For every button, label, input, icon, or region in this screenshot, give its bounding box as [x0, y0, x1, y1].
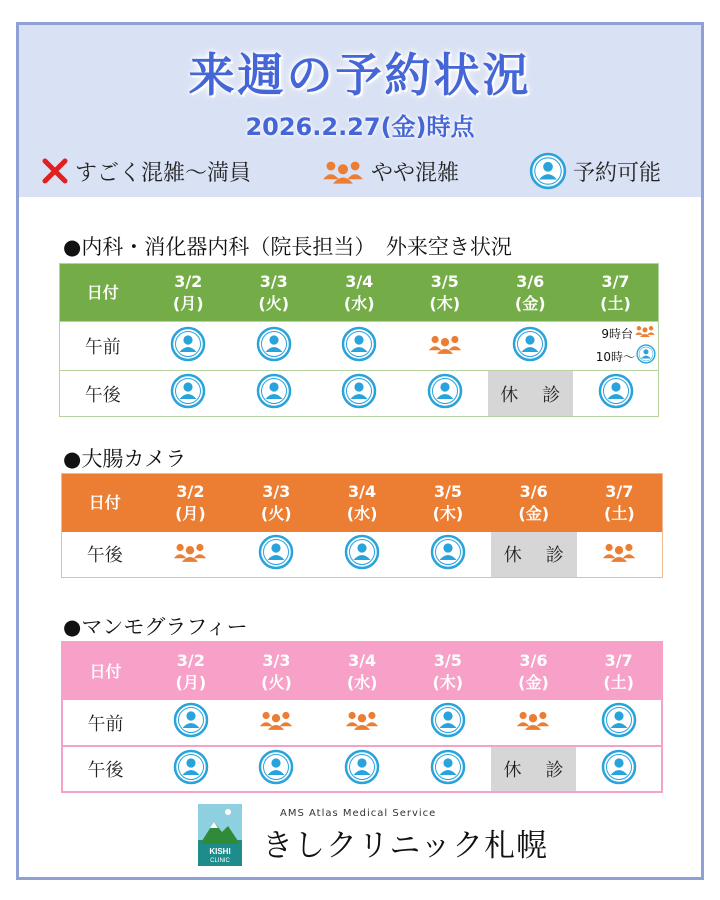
people-group-icon	[258, 715, 294, 736]
day-date: 3/2	[176, 650, 205, 670]
schedule-table-colonoscopy	[61, 473, 663, 578]
people-group-icon	[601, 547, 637, 568]
people-group-icon	[634, 324, 656, 344]
day-weekday: (木)	[429, 293, 461, 313]
section-title-colonoscopy: ●大腸カメラ	[63, 447, 187, 471]
day-weekday: (金)	[514, 293, 546, 313]
person-circle-icon	[256, 346, 292, 367]
people-group-icon	[427, 339, 463, 360]
logo-text-2: CLINIC	[210, 858, 230, 864]
closed-text-2: 診	[545, 760, 564, 781]
status-available-cell	[402, 371, 488, 417]
row-label: 午後	[60, 371, 146, 417]
person-circle-icon	[430, 722, 466, 743]
status-split-cell	[573, 322, 659, 371]
schedule-table-mammography	[61, 641, 663, 793]
header-day	[488, 264, 574, 322]
status-busy-cell	[402, 322, 488, 371]
legend-busy-label: やや混雑	[371, 160, 460, 186]
header-day	[491, 474, 577, 532]
day-weekday: (月)	[175, 672, 207, 692]
notice-frame	[16, 22, 704, 880]
status-available-cell	[405, 700, 491, 746]
status-busy-cell	[234, 700, 320, 746]
header-day	[577, 474, 663, 532]
table-row	[60, 371, 659, 417]
status-available-cell	[146, 322, 232, 371]
person-circle-icon	[601, 769, 637, 790]
status-closed-cell	[491, 532, 577, 578]
header-day	[405, 642, 491, 700]
split-line-2-text: 10時～	[595, 350, 635, 364]
person-circle-icon	[529, 152, 567, 190]
header-day	[234, 642, 320, 700]
day-date: 3/2	[174, 271, 203, 291]
people-group-icon	[344, 715, 380, 736]
table-row	[62, 532, 663, 578]
cross-mark-icon	[41, 157, 69, 185]
person-circle-icon	[601, 722, 637, 743]
status-available-cell	[231, 322, 317, 371]
legend-available	[529, 153, 661, 189]
day-date: 3/3	[259, 271, 288, 291]
table-row	[62, 746, 662, 792]
person-circle-icon	[430, 554, 466, 575]
person-circle-icon	[170, 393, 206, 414]
day-date: 3/3	[262, 650, 291, 670]
person-circle-icon	[173, 769, 209, 790]
status-available-cell	[319, 532, 405, 578]
header-day	[231, 264, 317, 322]
day-date: 3/2	[176, 481, 205, 501]
header-day	[402, 264, 488, 322]
row-label: 午前	[60, 322, 146, 371]
day-date: 3/5	[430, 271, 459, 291]
status-available-cell	[234, 746, 320, 792]
person-circle-icon	[341, 393, 377, 414]
day-date: 3/7	[605, 481, 634, 501]
person-circle-icon	[256, 393, 292, 414]
header-date-label: 日付	[62, 474, 148, 532]
section-title-internal: ●内科・消化器内科（院長担当） 外来空き状況	[63, 235, 512, 259]
day-date: 3/6	[519, 650, 548, 670]
header-day	[146, 264, 232, 322]
person-circle-icon	[598, 393, 634, 414]
status-available-cell	[573, 371, 659, 417]
person-circle-icon	[341, 346, 377, 367]
service-name: AMS Atlas Medical Service	[280, 808, 437, 819]
closed-text-2: 診	[542, 384, 561, 406]
person-circle-icon	[636, 344, 656, 370]
people-group-icon	[172, 547, 208, 568]
status-closed-cell	[488, 371, 574, 417]
header-day	[319, 642, 405, 700]
legend-full	[41, 153, 251, 189]
person-circle-icon	[170, 346, 206, 367]
status-available-cell	[233, 532, 319, 578]
closed-text-1: 休	[503, 545, 522, 567]
clinic-name: きしクリニック札幌	[262, 828, 549, 864]
legend-busy	[321, 153, 459, 189]
status-available-cell	[148, 746, 234, 792]
header-band	[19, 25, 701, 197]
closed-text-2: 診	[545, 545, 564, 567]
person-circle-icon	[427, 393, 463, 414]
row-label: 午後	[62, 746, 148, 792]
date-stamp: 2026.2.27(金)時点	[245, 113, 475, 141]
day-date: 3/7	[604, 650, 633, 670]
header-date-label: 日付	[60, 264, 146, 322]
person-circle-icon	[344, 769, 380, 790]
status-available-cell	[317, 322, 403, 371]
status-available-cell	[231, 371, 317, 417]
status-available-cell	[576, 746, 662, 792]
day-weekday: (水)	[346, 503, 378, 523]
header-day	[573, 264, 659, 322]
closed-text-1: 休	[500, 384, 519, 406]
day-date: 3/4	[348, 481, 377, 501]
page-title: 来週の予約状況	[188, 48, 532, 102]
status-available-cell	[405, 746, 491, 792]
split-line-1	[601, 324, 656, 344]
status-busy-cell	[148, 532, 234, 578]
status-available-cell	[488, 322, 574, 371]
status-available-cell	[148, 700, 234, 746]
table-row	[60, 322, 659, 371]
day-date: 3/6	[519, 481, 548, 501]
legend-full-label: すごく混雑～満員	[75, 160, 252, 186]
person-circle-icon	[173, 722, 209, 743]
day-weekday: (土)	[600, 293, 631, 313]
section-title-mammography: ●マンモグラフィー	[63, 615, 248, 639]
people-group-icon	[321, 158, 365, 185]
header-day	[317, 264, 403, 322]
status-available-cell	[317, 371, 403, 417]
logo-text-1: KISHI	[209, 847, 231, 856]
status-busy-cell	[491, 700, 577, 746]
day-weekday: (土)	[604, 503, 635, 523]
status-closed-cell	[491, 746, 577, 792]
day-weekday: (金)	[518, 503, 550, 523]
row-label: 午前	[62, 700, 148, 746]
day-weekday: (土)	[603, 672, 634, 692]
person-circle-icon	[430, 769, 466, 790]
day-date: 3/5	[433, 481, 462, 501]
day-date: 3/4	[345, 271, 374, 291]
header-day	[576, 642, 662, 700]
day-weekday: (月)	[175, 503, 206, 523]
day-weekday: (火)	[258, 293, 290, 313]
table-row	[62, 700, 662, 746]
day-date: 3/7	[601, 271, 630, 291]
people-group-icon	[515, 715, 551, 736]
split-line-1-text: 9時台	[601, 327, 633, 341]
day-date: 3/4	[348, 650, 377, 670]
status-busy-cell	[577, 532, 663, 578]
day-weekday: (木)	[432, 503, 464, 523]
person-circle-icon	[512, 346, 548, 367]
status-busy-cell	[319, 700, 405, 746]
day-weekday: (水)	[346, 672, 378, 692]
split-status	[596, 324, 656, 370]
status-available-cell	[146, 371, 232, 417]
day-weekday: (水)	[343, 293, 375, 313]
header-day	[148, 642, 234, 700]
person-circle-icon	[258, 769, 294, 790]
legend-available-label: 予約可能	[573, 160, 662, 186]
header-day	[233, 474, 319, 532]
day-date: 3/3	[262, 481, 291, 501]
day-weekday: (火)	[260, 503, 292, 523]
split-line-2	[596, 344, 656, 370]
header-day	[405, 474, 491, 532]
closed-text-1: 休	[503, 760, 522, 781]
person-circle-icon	[344, 554, 380, 575]
header-day	[148, 474, 234, 532]
person-circle-icon	[258, 554, 294, 575]
header-day	[319, 474, 405, 532]
status-available-cell	[576, 700, 662, 746]
status-available-cell	[405, 532, 491, 578]
header-day	[491, 642, 577, 700]
row-label: 午後	[62, 532, 148, 578]
day-weekday: (金)	[518, 672, 549, 692]
header-date-label: 日付	[62, 642, 148, 700]
day-weekday: (月)	[172, 293, 204, 313]
day-weekday: (木)	[432, 672, 464, 692]
day-weekday: (火)	[261, 672, 292, 692]
schedule-table-internal	[59, 263, 659, 417]
status-available-cell	[319, 746, 405, 792]
day-date: 3/6	[516, 271, 545, 291]
clinic-logo	[198, 804, 242, 866]
day-date: 3/5	[433, 650, 462, 670]
